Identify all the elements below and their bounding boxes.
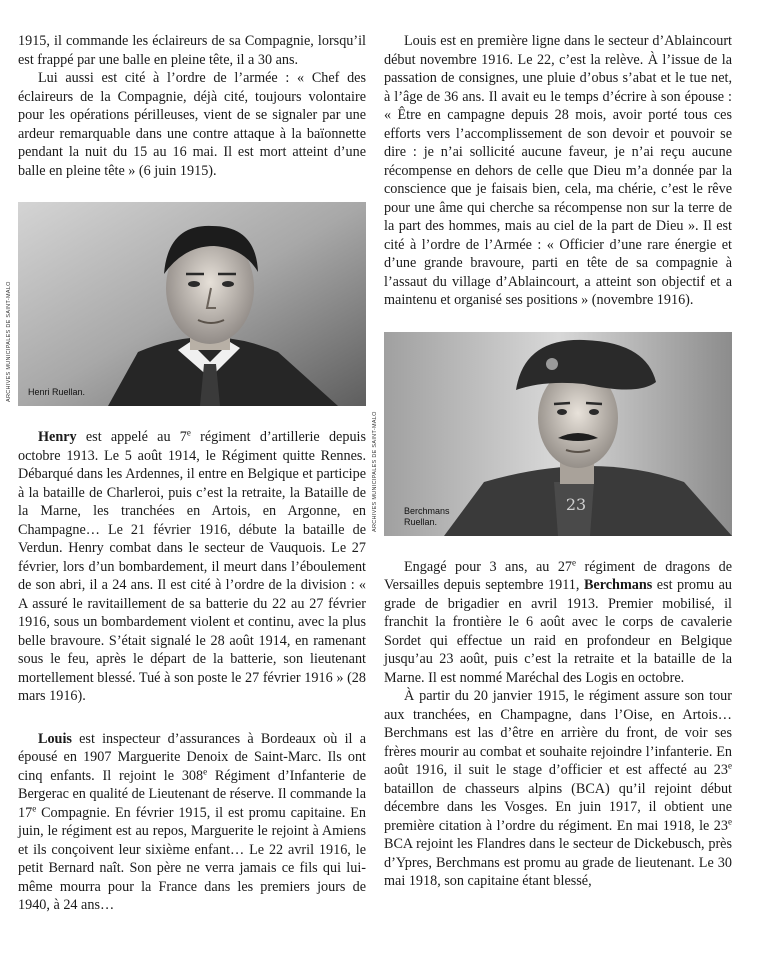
paragraph-louis: Louis est inspecteur d’assurances à Bordeaux où il a épousé en 1907 Marguerite Denoix de Saint-Marc. Ils ont cinq enfants. Il rejoint le 308e Régiment d’Infanterie de Bergerac en qualité de Lieutenant de réserve. Il commande la 17e Compagnie. En février 1915, il est promu capitaine. En juin, le régiment est au repos, Marguerite le rejoint à Amiens et ils conçoivent leur sixième enfant… Le 22 avril 1916, le petit Bernard naît. Son père ne verra jamais ce fils qui lui-même mourra pour la France dans les premiers jours de 1940, à 24 ans…: [18, 730, 366, 913]
henri-portrait-image: [18, 202, 366, 406]
photo-berchmans-ruellan: [372, 332, 732, 536]
paragraph-left-2: Lui aussi est cité à l’ordre de l’armée : « Chef des éclaireurs de la Compagnie, déjà cité, toujours volontaire pour les opérations périlleuses, vient de se signaler par une ardeur remarquable dans une contre attaque à la baïonnette pendant la nuit du 15 au 16 mai. Il est mort atteint d’une balle en pleine tête » (6 juin 1915).: [18, 70, 366, 179]
right-column: [372, 30, 733, 891]
name-berchmans: Berchmans: [583, 577, 653, 593]
svg-text:23: 23: [565, 494, 587, 514]
name-henry: Henry: [38, 429, 77, 445]
paragraph-henry: Henry est appelé au 7e régiment d’artillerie depuis octobre 1913. Le 5 août 1914, le Régiment quitte Rennes. Débarqué dans les Ardennes, il entre en Belgique et participe à la bataille de Charleroi, puis c’est la retraite, la Bataille de la Marne, les tranchées en Artois, en Argonne, en Champagne… Le 21 février 1916, débute la bataille de Verdun. Henry combat dans le secteur de Vauquois. Le 27 février, lors d’un bombardement, il meurt dans l’éboulement de son abri, il a 24 ans. Il est cité à l’ordre de la division : « A assuré le ravitaillement de sa batterie du 22 au 27 février 1916, sous un bombardement violent et continu, avec la plus belle bravoure. S’était signalé le 28 août 1914, en ramenant sous le feu, après le départ de la batterie, son lieutenant mortellement blessé. Tué à son poste le 27 février 1916 » (28 mars 1916).: [18, 427, 366, 704]
paragraph-right-1: Louis est en première ligne dans le secteur d’Ablaincourt début novembre 1916. Le 22, c’est la relève. À l’issue de la passation de consignes, une pluie d’obus s’abat et le tue net, à l’âge de 36 ans. Il avait eu le temps d’écrire à son épouse : « Être en campagne depuis 28 mois, avoir porté tous ces efforts vers l’accomplissement de son devoir et pouvoir se dire : je n’ai sollicité aucune faveur, je n’ai reçu aucune récompense en dehors de celle que Dieu m’a donnée par la conscience que je faisais bien, cela, ma chérie, c’est le rêve pour une âme qui cherche sa récompense non sur la terre de la part des hommes, mais au ciel de la part de Dieu ». Il est cité à l’ordre de l’Armée : « Officier d’une rare énergie et d’une grande bravoure, parti en tête de sa compagnie à l’assaut du village d’Ablaincourt, a atteint son objectif et a maintenu et organisé ses positions » (novembre 1916).: [384, 33, 732, 308]
photo-caption-henri: Henri Ruellan.: [28, 387, 86, 397]
photo-credit-henri: ARCHIVES MUNICIPALES DE SAINT-MALO: [6, 281, 12, 402]
paragraph-berchmans-2: À partir du 20 janvier 1915, le régiment assure son tour aux tranchées, en Champagne, dans l’Oise, en Artois… Berchmans est las d’être en arrière du front, de voir ses frères mourir au combat et souhaite rejoindre l’infanterie. En août 1916, il suit le stage d’officier et est affecté au 23e bataillon de chasseurs alpins (BCA) qu’il rejoint début décembre dans les Vosges. En juin 1917, il obtient une première citation à l’ordre du régiment. En mai 1918, le 23e BCA rejoint les Flandres dans le secteur de Dickebusch, près d’Ypres, Berchmans est promu au grade de lieutenant. Le 30 mai 1918, son capitaine étant blessé,: [384, 688, 732, 889]
name-louis: Louis: [38, 730, 72, 747]
photo-henri-ruellan: [6, 202, 366, 406]
photo-credit-berchmans: ARCHIVES MUNICIPALES DE SAINT-MALO: [372, 410, 378, 532]
photo-caption-berchmans: Berchmans Ruellan.: [404, 505, 450, 527]
paragraph-left-1: 1915, il commande les éclaireurs de sa Compagnie, lorsqu’il est frappé par une balle en pleine tête, il a 30 ans.: [18, 33, 366, 68]
paragraph-berchmans-1: Engagé pour 3 ans, au 27e régiment de dragons de Versailles depuis septembre 1911, Berchmans est promu au grade de brigadier en avril 1913. Premier mobilisé, il franchit la frontière le 6 août avec le corps de cavalerie Sordet qui effectue un raid en profondeur en Belgique jusqu’au 23 août, puis c’est la retraite et la bataille de la Marne. Il est nommé Maréchal des Logis en octobre.: [384, 556, 733, 686]
left-column: [6, 30, 366, 915]
